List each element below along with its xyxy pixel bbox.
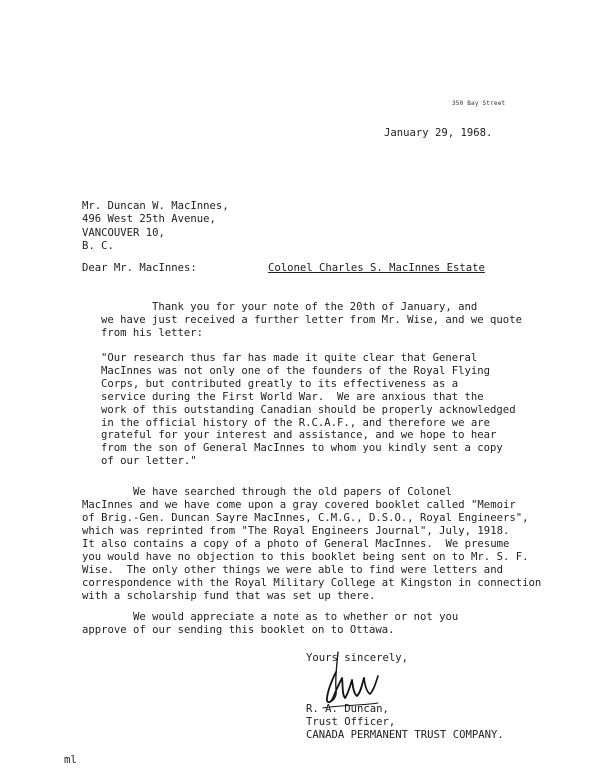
quote-line: Corps, but contributed greatly to its effectiveness as a [101, 377, 459, 390]
address-line: 496 West 25th Avenue, [82, 213, 216, 226]
body-line: Wise. The only other things we were able to find were letters and [82, 564, 503, 576]
quote-line: in the official history of the R.C.A.F., and therefore we are [101, 416, 491, 429]
quote-line: work of this outstanding Canadian should be properly acknowledged [101, 403, 516, 416]
address-line: VANCOUVER 10, [82, 226, 165, 239]
body-line: We would appreciate a note as to whether or not you [82, 611, 459, 623]
signer-name: R. A. Duncan, [306, 703, 389, 715]
quote-line: MacInnes was not only one of the founders of the Royal Flying [101, 364, 491, 377]
body-line: from his letter: [101, 327, 204, 340]
quote-line: "Our research thus far has made it quite clear that General [101, 352, 478, 364]
signer-title: Trust Officer, [306, 716, 396, 729]
letterhead-street: 350 Bay Street [452, 100, 506, 107]
recipient-address [82, 200, 229, 254]
quote-line: grateful for your interest and assistance, and we hope to hear [101, 429, 497, 442]
closing: Yours sincerely, [306, 652, 409, 664]
address-line: Mr. Duncan W. MacInnes, [82, 200, 229, 212]
body-line: We have searched through the old papers of Colonel [82, 486, 452, 498]
body-line: It also contains a copy of a photo of General MacInnes. We presume [82, 538, 510, 550]
quote-line: from the son of General MacInnes to whom you kindly sent a copy [101, 442, 503, 455]
body-line: approve of our sending this booklet on to Ottawa. [82, 624, 395, 637]
body-paragraph-3 [82, 611, 458, 637]
body-line: with a scholarship fund that was set up there. [82, 590, 376, 602]
body-paragraph-1 [101, 301, 522, 341]
address-line: B. C. [82, 240, 114, 253]
letter-date: January 29, 1968. [384, 127, 493, 139]
quoted-passage [101, 352, 516, 468]
body-line: MacInnes and we have come upon a gray covered booklet called "Memoir [82, 499, 516, 511]
body-line: we have just received a further letter from Mr. Wise, and we quote [101, 314, 522, 327]
body-line: which was reprinted from "The Royal Engineers Journal", July, 1918. [82, 525, 510, 537]
body-line: you would have no objection to this booklet being sent on to Mr. S. F. [82, 551, 529, 563]
subject-line: Colonel Charles S. MacInnes Estate [268, 262, 485, 274]
body-line: of Brig.-Gen. Duncan Sayre MacInnes, C.M.G., D.S.O., Royal Engineers", [82, 512, 529, 524]
body-paragraph-2 [82, 486, 541, 603]
quote-line: of our letter." [101, 455, 197, 468]
body-line: correspondence with the Royal Military College at Kingston in connection [82, 577, 542, 589]
typist-initials: ml [64, 754, 77, 766]
salutation: Dear Mr. MacInnes: [82, 262, 197, 274]
body-line: Thank you for your note of the 20th of January, and [101, 301, 478, 313]
quote-line: service during the First World War. We are anxious that the [101, 390, 484, 403]
signature-block [306, 703, 504, 743]
signer-company: CANADA PERMANENT TRUST COMPANY. [306, 729, 504, 742]
